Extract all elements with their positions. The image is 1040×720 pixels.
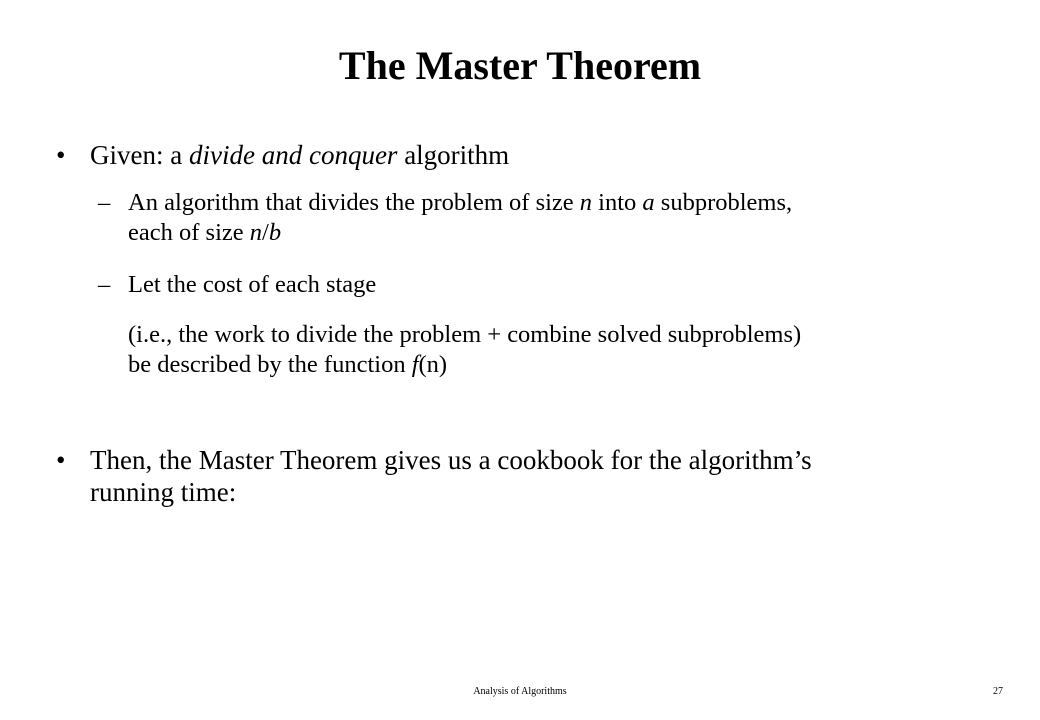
bullet-given-suffix: algorithm: [397, 140, 510, 170]
continuation-line2: [128, 350, 988, 380]
page-number: 27: [993, 686, 1003, 697]
var-b: b: [268, 219, 282, 246]
sub-item-divide-line1: [128, 188, 988, 218]
text-run: (n): [418, 351, 448, 378]
text-run: subproblems,: [654, 189, 793, 216]
sub-item-cost-text: Let the cost of each stage: [128, 271, 377, 298]
text-run: each of size: [128, 219, 250, 246]
dash-marker: –: [98, 189, 111, 216]
dash-marker: –: [98, 271, 111, 298]
sub-item-divide-text: [128, 188, 988, 248]
bullet-given-prefix: Given: a: [90, 140, 189, 170]
bullet-then-text: [90, 444, 990, 508]
text-run: into: [592, 189, 643, 216]
sub-item-divide-line2: [128, 218, 988, 248]
bullet-given-emphasis: divide and conquer: [188, 140, 398, 170]
text-run: An algorithm that divides the problem of size: [128, 189, 580, 216]
var-a: a: [642, 189, 655, 216]
continuation-line1: (i.e., the work to divide the problem + combine solved subproblems): [128, 321, 802, 348]
footer-label: Analysis of Algorithms: [473, 686, 567, 697]
var-f: f: [411, 351, 419, 378]
var-n: n: [249, 219, 262, 246]
slide-title: The Master Theorem: [338, 43, 702, 88]
bullet-given-text: [90, 139, 990, 171]
text-run: be described by the function: [128, 351, 412, 378]
text-run: /: [262, 219, 269, 246]
sub-item-cost-continuation: [128, 320, 988, 380]
bullet-marker: •: [56, 140, 66, 170]
bullet-then-line1: Then, the Master Theorem gives us a cookbook for the algorithm’s: [90, 445, 812, 475]
var-n: n: [579, 189, 593, 216]
bullet-marker: •: [56, 445, 66, 475]
bullet-then-line2: running time:: [90, 477, 237, 507]
